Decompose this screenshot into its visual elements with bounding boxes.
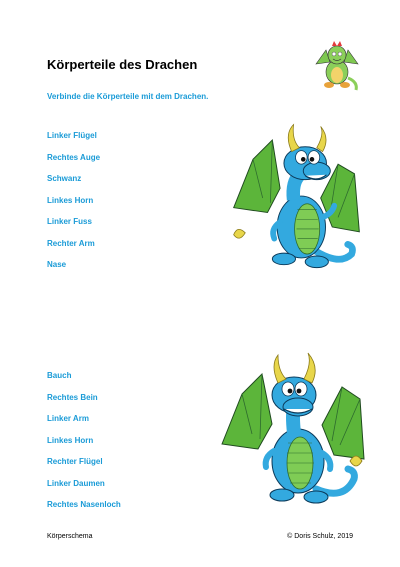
- footer-copyright: © Doris Schulz, 2019: [287, 533, 353, 540]
- list-item: Bauch: [47, 371, 72, 380]
- list-item: Rechter Flügel: [47, 457, 103, 466]
- list-item: Linker Arm: [47, 414, 89, 423]
- body-part-list-1: [47, 131, 100, 282]
- list-item: Rechter Arm: [47, 238, 95, 248]
- page-title: Körperteile des Drachen: [47, 57, 198, 72]
- list-item: Linker Flügel: [47, 131, 97, 140]
- list-item: Nase: [47, 260, 67, 269]
- instruction-text: Verbinde die Körperteile mit dem Drachen.: [47, 92, 209, 101]
- body-part-list-2: [47, 371, 121, 522]
- footer-left-text: Körperschema: [47, 533, 93, 540]
- list-item: Linker Daumen: [47, 478, 105, 488]
- small-dragon-icon: [312, 38, 362, 92]
- list-item: Rechtes Nasenloch: [47, 500, 121, 509]
- dragon-illustration: [218, 348, 368, 510]
- list-item: Linkes Horn: [47, 435, 94, 445]
- list-item: Linkes Horn: [47, 195, 94, 205]
- list-item: Schwanz: [47, 174, 82, 183]
- dragon-illustration: [224, 120, 369, 276]
- list-item: Rechtes Bein: [47, 392, 98, 402]
- list-item: Linker Fuss: [47, 217, 92, 226]
- list-item: Rechtes Auge: [47, 152, 101, 162]
